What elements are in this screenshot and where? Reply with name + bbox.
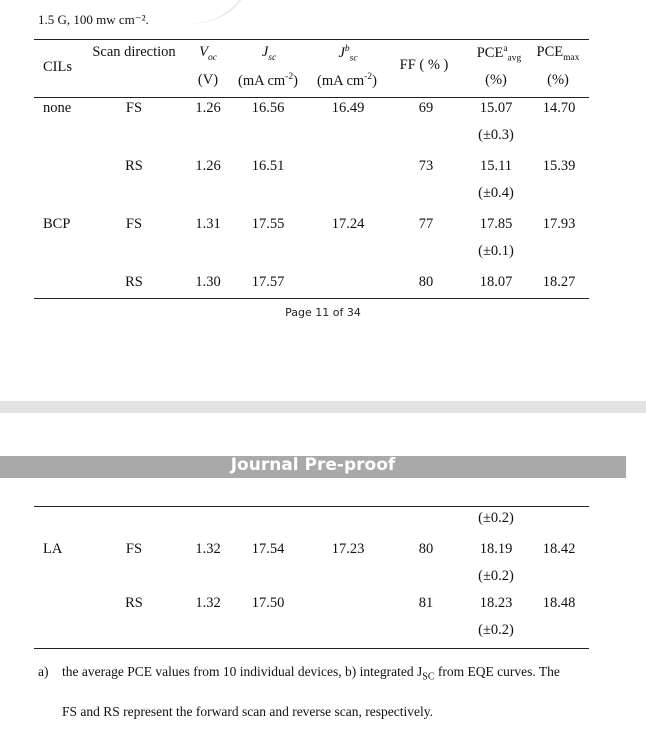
header-jsc-eqe-unit: (mA $cm^{-2}$): [317, 72, 377, 89]
cell-jsc: 16.56: [251, 100, 285, 116]
header-jsc: $J_{sc}$: [261, 44, 277, 63]
cell-voc: 1.32: [195, 595, 221, 611]
cell-pce-max: 18.48: [542, 595, 576, 611]
cell-ff: 80: [418, 274, 434, 290]
header-ff: FF ( % ): [399, 57, 449, 73]
cell-pce-avg-sd: (±0.4): [478, 185, 514, 201]
header-pce-avg-unit: (%): [485, 72, 507, 88]
cell-scan: RS: [125, 158, 143, 174]
cell-cil: LA: [43, 541, 63, 557]
cell-jsc: 17.54: [251, 541, 285, 557]
page-number: Page 11 of 34: [285, 306, 361, 319]
continued-top-rule: [34, 506, 589, 507]
cell-pce-avg-sd: (±0.1): [478, 243, 514, 259]
cell-jsc-eqe: 16.49: [331, 100, 365, 116]
header-bottom-rule: [34, 97, 589, 98]
cell-voc: 1.26: [195, 100, 221, 116]
journal-banner-text: Journal Pre-proof: [230, 455, 396, 475]
cell-pce-max: 14.70: [542, 100, 576, 116]
header-jsc-eqe: $J^b_{sc}$: [338, 44, 358, 64]
table-caption: 1.5 G, 100 mw cm⁻².: [38, 12, 149, 27]
header-pce-avg: $PCE^a_{avg}$: [476, 44, 522, 64]
cell-pce-avg-sd: (±0.2): [478, 622, 514, 638]
cell-cil: BCP: [43, 216, 71, 232]
cell-pce-max: 15.39: [542, 158, 576, 174]
watermark-arc: [162, 0, 250, 41]
cell-pce-avg: 15.07: [479, 100, 513, 116]
cell-voc: 1.31: [195, 216, 221, 232]
cell-jsc: 17.57: [251, 274, 285, 290]
cell-jsc: 16.51: [251, 158, 285, 174]
cell-ff: 69: [418, 100, 434, 116]
cell-jsc: 17.55: [251, 216, 285, 232]
cell-pce-avg: 18.19: [479, 541, 513, 557]
cell-pce-avg: 17.85: [479, 216, 513, 232]
header-jsc-unit: (mA $cm^{-2}$): [238, 72, 298, 89]
header-cils: CILs: [43, 59, 72, 75]
cell-scan: FS: [125, 216, 143, 232]
cell-ff: 81: [418, 595, 434, 611]
header-pce-max: $PCE_{max}$: [536, 44, 580, 63]
cell-voc: 1.32: [195, 541, 221, 557]
footnote-label: a): [38, 664, 49, 679]
cell-pce-max: 18.42: [542, 541, 576, 557]
cell-pce-avg-sd: (±0.2): [478, 568, 514, 584]
cell-jsc-eqe: 17.23: [331, 541, 365, 557]
table-bottom-rule: [34, 648, 589, 649]
cell-pce-avg: 18.07: [479, 274, 513, 290]
cell-ff: 73: [418, 158, 434, 174]
cell-scan: FS: [125, 100, 143, 116]
cell-cil: none: [43, 100, 72, 116]
cell-ff: 77: [418, 216, 434, 232]
cell-scan: RS: [125, 595, 143, 611]
cell-jsc-eqe: 17.24: [331, 216, 365, 232]
footnote-line-1: the average PCE values from 10 individual devices, b) integrated $J_{SC}$ from EQE curves. The: [62, 664, 560, 683]
carryover-pce-avg-sd: (±0.2): [478, 510, 514, 526]
cell-voc: 1.30: [195, 274, 221, 290]
cell-ff: 80: [418, 541, 434, 557]
cell-pce-max: 18.27: [542, 274, 576, 290]
page-break-rule: [34, 298, 589, 299]
cell-scan: RS: [125, 274, 143, 290]
cell-scan: FS: [125, 541, 143, 557]
header-voc-unit: (V): [197, 72, 219, 88]
cell-pce-avg-sd: (±0.3): [478, 127, 514, 143]
header-scan-direction: Scan direction: [92, 44, 176, 60]
table-top-rule: [34, 39, 589, 40]
cell-voc: 1.26: [195, 158, 221, 174]
cell-pce-avg: 15.11: [479, 158, 513, 174]
page-separator: [0, 401, 646, 413]
header-voc: $V_{oc}$: [199, 44, 217, 63]
cell-pce-max: 17.93: [542, 216, 576, 232]
header-pce-max-unit: (%): [547, 72, 569, 88]
cell-pce-avg: 18.23: [479, 595, 513, 611]
cell-jsc: 17.50: [251, 595, 285, 611]
footnote-line-2: FS and RS represent the forward scan and reverse scan, respectively.: [62, 704, 433, 719]
